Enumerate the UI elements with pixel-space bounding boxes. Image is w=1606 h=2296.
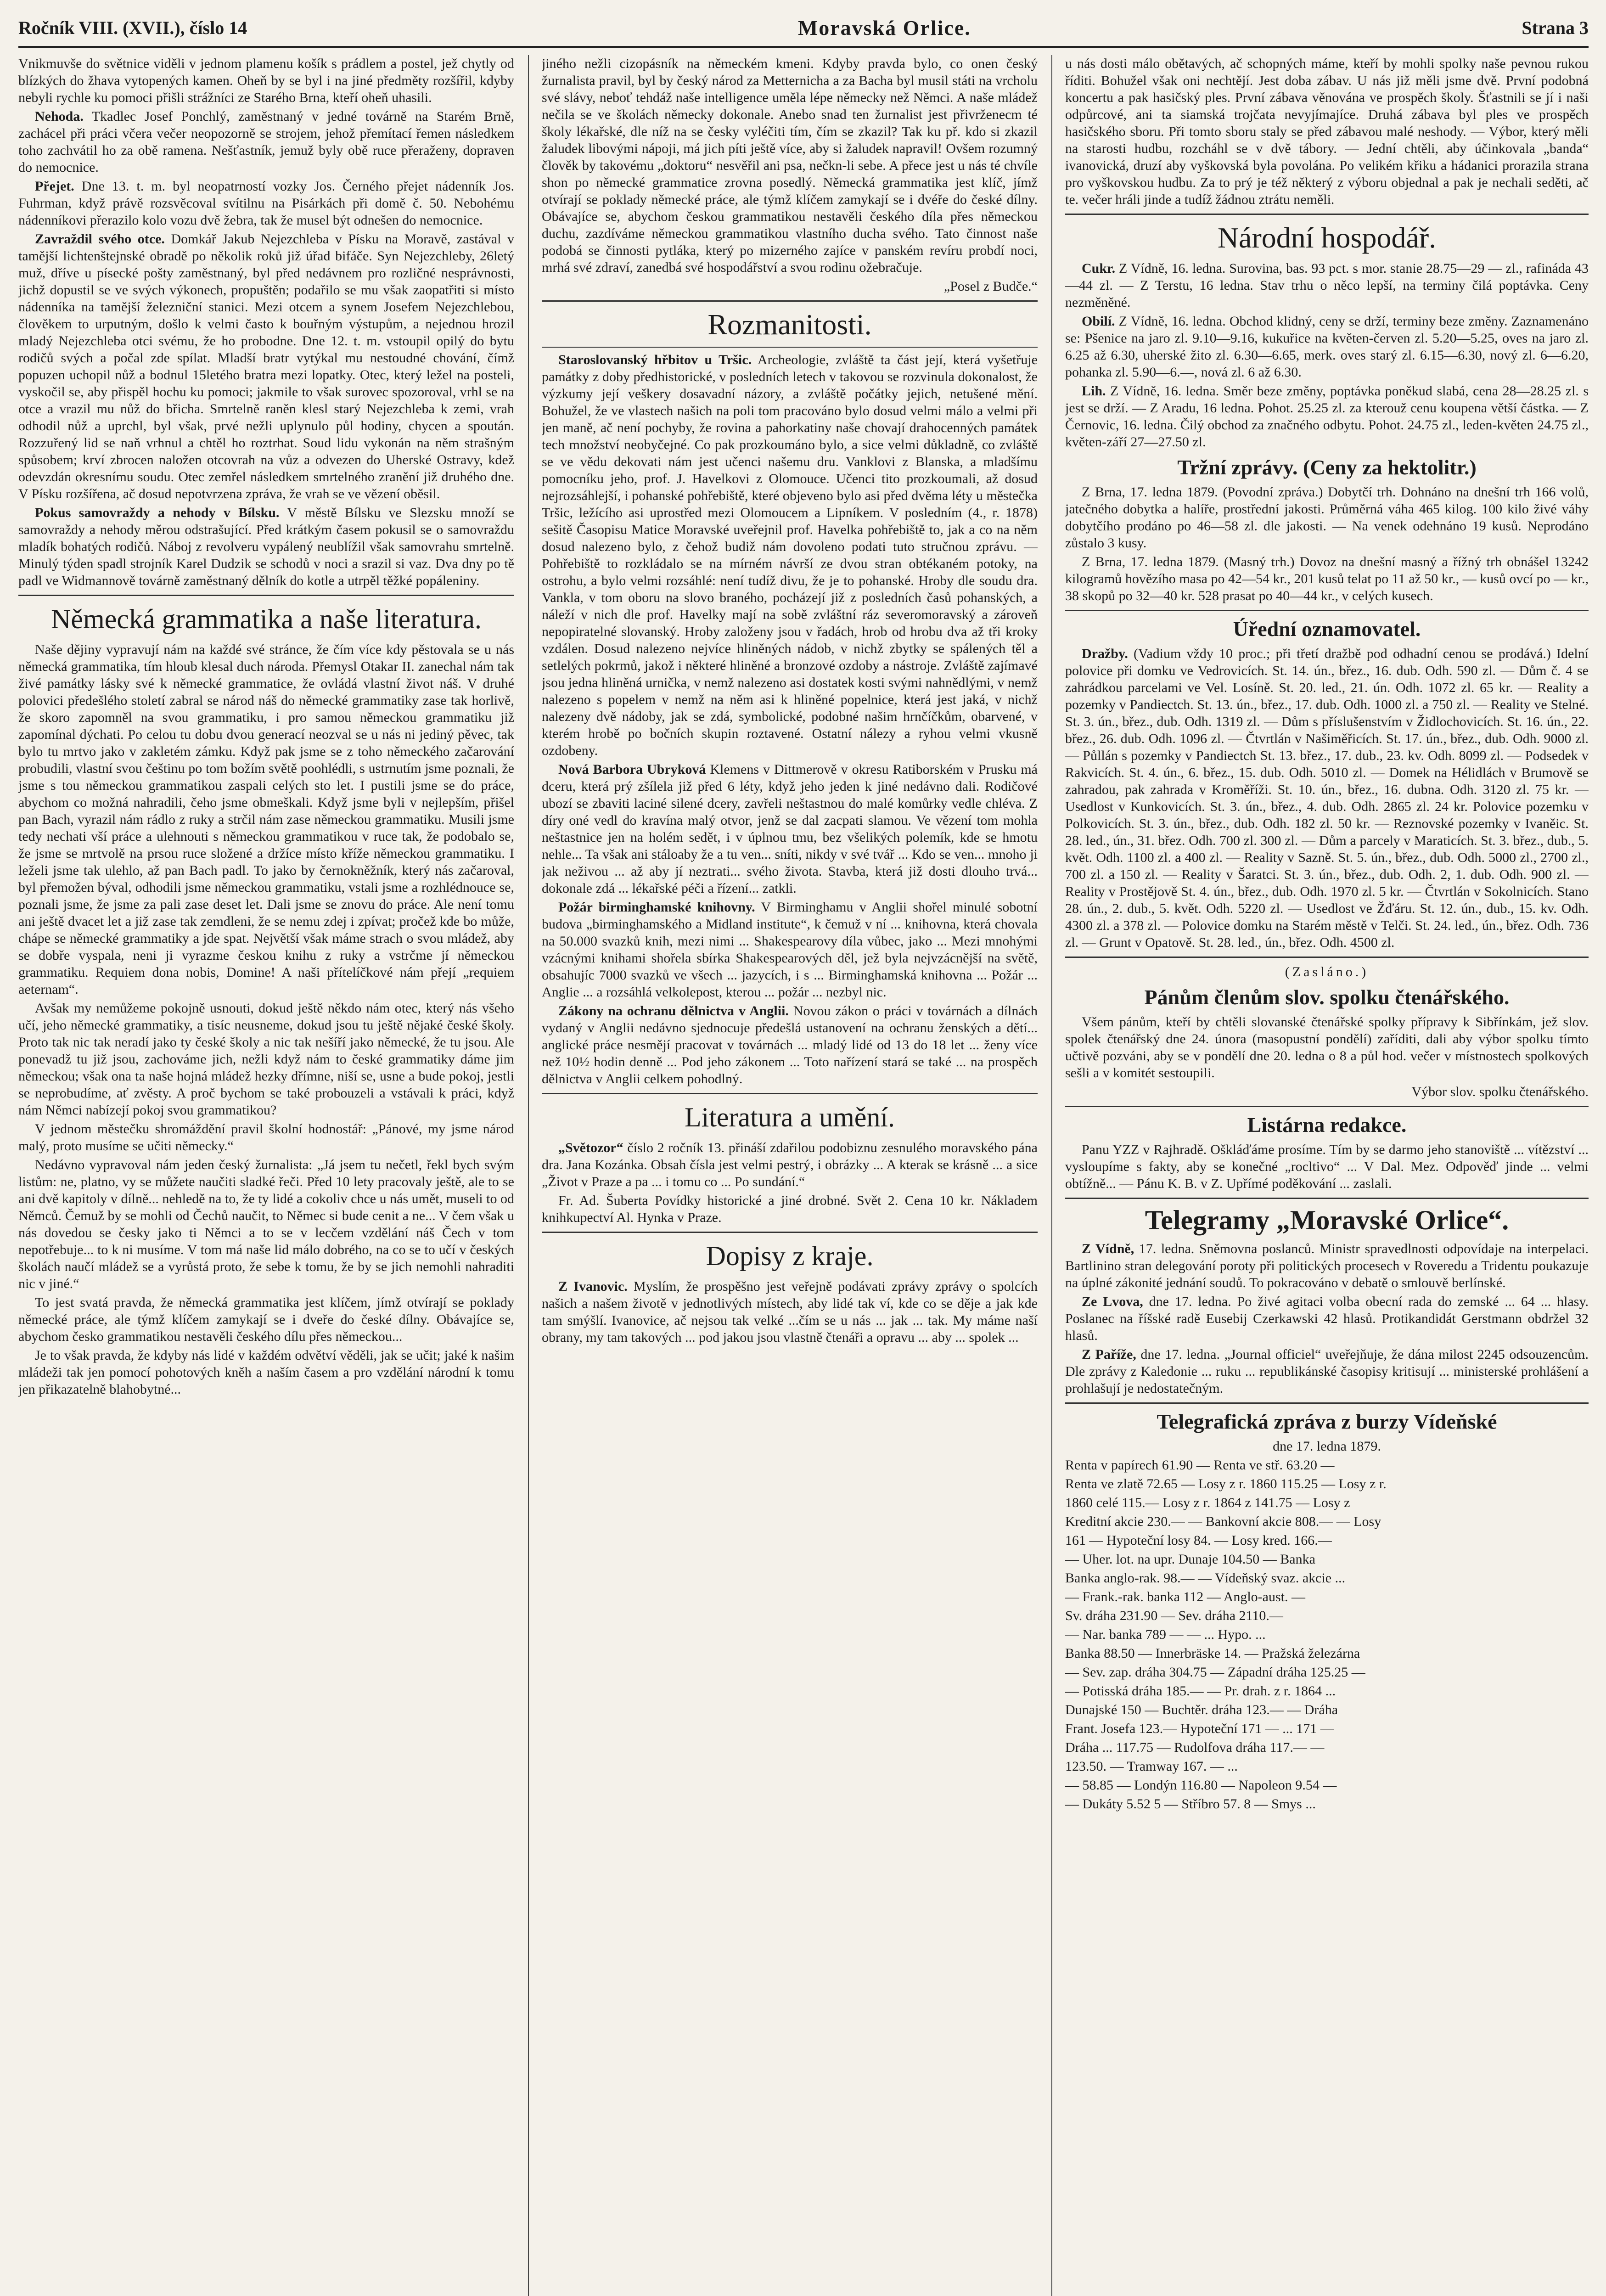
section-title-rozmanitosti: Rozmanitosti. <box>708 308 872 341</box>
article-text: Myslím, že prospěšno jest veřejně podávati zprávy zprávy o spolcích našich a našem životě v jednotlivých místech, aby lidé tak ví, kde co se děje a jak kde tam smýšlí. Ivanovice, ač nejsou tak velké ...čím se u nás ... jak ... tak. My máme naší obrany, my tam takových ... pod jakou jsou vlastně čtenáři a opravu ... aby ... spolek ... <box>542 1279 1038 1345</box>
article-lead: Lih. <box>1082 383 1106 399</box>
market-obili <box>1065 313 1589 381</box>
article-zavrazdil <box>18 231 514 502</box>
section-divider <box>1065 1402 1589 1404</box>
burza-line: — Frank.-rak. banka 112 — Anglo-aust. — <box>1065 1589 1305 1604</box>
newspaper-page <box>18 9 1589 2296</box>
article-prejet <box>18 178 514 229</box>
grammatika-paragraph: To jest svatá pravda, že německá grammatika jest klíčem, jímž otvírají se poklady německé práce, ale týmž klíčem zamykají se i dveře do české dílny. Obávajíce se, abychom česko grammatikou nestavěli českého dílu přes německou... <box>18 1295 514 1344</box>
burza-line: Sv. dráha 231.90 — Sev. dráha 2110.— <box>1065 1608 1283 1623</box>
burza-line: Kreditní akcie 230.— — Bankovní akcie 808.— — Losy <box>1065 1514 1381 1529</box>
grammatika-paragraph: Naše dějiny vypravují nám na každé své stránce, že čím více kdy pěstovala se u nás německá grammatika, tím hloub klesal duch národa. Přemysl Otakar II. zanechal nám tak živé památky lásky své k německé grammatice, že ovládá vlastní život náš. V druhé polovici předešlého století zabral se národ náš do německé grammatiky zase tak horlivě, že skoro zapomněl na svou grammatiku, i pro samou německou grammatiku již zapomínal dýchati. Po celou tu dobu dvou generací neozval se u nás ni jediný pěvec, tak bylo tu mrtvo jako v zakletém zámku. Když pak jsme se z toho německého začarování probudili, vlastní svou češtinu po tom božím světě poohlédli, s ustrnutím jsme poznali, že jsme s tou německou grammatikou zaspali celých sto let. I pustili jsme se do práce, abychom co možná nahradili, čeho jsme obmeškali. Když jsme byli v nejlepším, přišel pan Bach, vyrazil nám rádlo z ruky a strčil nám zase německou grammatiku. Musili jsme tedy nechati vší práce a ulehnouti s německou grammatikou v ruce tak, že podobalo se, že jsme se mrtvolě na prsou ruce složené a držíce místo kříže německou grammatiku. I leželi jsme tak ulehlo, až pan Bach padl. To jako by černokněžník, který nás začaroval, byl přemožen býval, odhodili jsme německou grammatiku, vstali jsme a rozhlédnouce se, poznali jsme, že jsme za pali zase deset let. Dali jsme se znovu do práce. Ale není tomu ani ještě dvacet let a již zase tak zemdleni, že se nemu zdej i zpívat; pročež kde bo může, chápe se německé grammatiky a jde spat. Největší však máme strach o svou mládež, aby se dobře vyspala, neni ji vyrazme českou knihu z ruky a vstrčme jí německou grammatiku. Requiem dona nobis, Domine! A naši přítelíčkové nám přejí „requiem aeternam“. <box>18 642 514 997</box>
section-title-literatura: Literatura a umění. <box>684 1102 895 1132</box>
article-text: Z Vídně, 16. ledna. Surovina, bas. 93 pct. s mor. stanie 28.75—29 — zl., rafináda 43—44 zl. — Z Terstu, 16 ledna. Stav trhu o něco lepší, na terminy čilá poptávka. Ceny nezměněné. <box>1065 261 1589 310</box>
article-zakony <box>542 1002 1038 1087</box>
article-subert: Fr. Ad. Šuberta Povídky historické a jiné drobné. Svět 2. Cena 10 kr. Nákladem knihkupectví Al. Hynka v Praze. <box>542 1193 1038 1225</box>
section-title-narodni-hospodar: Národní hospodář. <box>1217 221 1437 254</box>
page-number: Strana 3 <box>1522 17 1589 38</box>
article-text: číslo 2 ročník 13. přináší zdařilou podobiznu zesnulého moravského pána dra. Jana Kozánka. Obsah čísla jest velmi pestrý, i obrázky ... A kterak se krásně ... a sice „Život v Praze a pa ... i tomu co ... Po sundání.“ <box>542 1140 1038 1189</box>
article-ivanovice <box>542 1278 1038 1346</box>
column-3 <box>1065 55 1589 2296</box>
burza-line: — Potisská dráha 185.— — Pr. drah. z r. 1864 ... <box>1065 1683 1336 1699</box>
burza-line: Banka 88.50 — Innerbräske 14. — Pražská železárna <box>1065 1646 1360 1661</box>
article-text: V Birminghamu v Anglii shořel minulé sobotní budova „birminghamského a Midland institute“, k čemuž v ní ... knihovna, která chovala na 50.000 svazků knih, mezi nimi ... Shakespearovy díla vůbec, jako ... Mezi mnohými vzácnými knihami shořela sbírka Shakespearových děl, jež byla nejvzácnější na světě, obsahujíc 7000 svazků ve všech ... jazycích, i s ... Birminghamská knihovna ... Požár ... Anglie ... a rozsáhlá velkolepost, kterou ... požár ... nezbyl nic. <box>542 900 1038 1000</box>
burza-line: Dráha ... 117.75 — Rudolfova dráha 117.— — <box>1065 1740 1325 1755</box>
burza-line: 161 — Hypoteční losy 84. — Losy kred. 166.— <box>1065 1533 1332 1548</box>
burza-line: Renta v papírech 61.90 — Renta ve stř. 63.20 — <box>1065 1458 1335 1473</box>
telegram-paris <box>1065 1346 1589 1397</box>
burza-line: Frant. Josefa 123.— Hypoteční 171 — ... 171 — <box>1065 1721 1334 1736</box>
section-divider <box>542 1232 1038 1233</box>
burza-line: 1860 celé 115.— Losy z r. 1864 z 141.75 — Losy z <box>1065 1495 1350 1510</box>
issue-info: Ročník VIII. (XVII.), číslo 14 <box>18 17 247 38</box>
article-hrbitov <box>542 351 1038 759</box>
article-bilsko <box>18 504 514 589</box>
grammatika-paragraph: Avšak my nemůžeme pokojně usnouti, dokud ještě někdo nám otec, který nás všeho učí, jeho německé grammatiky, a tisíc neusneme, dokud jsou tu ještě nějaké české školy. Proto tak nic tak neradí jako ty české školy a nic tak nešíří jako německé, že tu jsou. Ale ponevadž tu již jsou, zachováme jich, nežli když nám to české grammatiky dáme jim německou; však ona ta naše hojná mládež hezky dřímne, niší se, usne a bude pokoj, jestli se neprobudíme, ať zvěsty. A proč bychom se také probouzeli a vstávali k práci, když nám Němci nabízejí pokoj svou grammatikou? <box>18 1001 514 1118</box>
article-lead: Z Paříže, <box>1082 1347 1136 1362</box>
grammatika-continued: jiného nežli cizopásník na německém kmeni. Kdyby pravda bylo, co onen český žurnalista pravil, byl by český národ za Metternicha a za Bacha byl musil státi na vrcholu své slávy, neboť tehdáž naše intelligence uměla lépe německy než Němci. A naše mládež nečila se ve školách německy dokonale. Anebo snad ten žurnalist jest přivrženecm té školy lékařské, dle níž na se česky vyléčiti tím, čím se zkazil? Tak ku př. kdo si zkazil žaludek libovými nápoji, má jich píti ještě více, aby si žaludek napravil! Ovšem rozumný člověk by takovému „doktoru“ nesvěřil ani psa, nečkn-li sebe. A přece jest u nás té chvíle shon po německé grammatice zrovna posedlý. Německá grammatika jest klíč, jímž otvírají se poklady německé práce, ale týmž klíčem zamykají se i dvéře do české dílny. Obávajíce se, abychom českou grammatikou nestavěli českého díla přes německou duchu, zazdíváme německou grammatikou vlastního ducha svého. Tato činnost naše podobá se činnosti pytláka, který po mizerného zajíce v panském revíru probdí noci, mrhá své zdraví, zanedbá své hospodářství a svou rodinu ožebračuje. <box>542 56 1038 275</box>
article-text: Klemens v Dittmerově v okresu Ratiborském v Prusku má dceru, která prý zšílela již před 6 léty, když jeho jeden k jiné nedávno dali. Rodičové ubozí se zbaviti laciné silené dcery, zavřeli neštastnou do malé komůrky vedle chléva. Z díry oné vedl do kravína malý otvor, jenž se dal zacpati slamou. Ve vězení tom mohla neštastnice jen na holém sedět, i v úplnou tmu, bez všelikých polemík, kde se hmotu nehle... Ta však ani stáloaby že a tu ven... sníti, nikdy v své tvář ... Kdo se ven... mnoho ji jak neživou ... až aby jí neztrati... svého života. Stavba, která již dosti dlouho trvá... dokonale zdá ... lékařské péči a řízení... zatkli. <box>542 762 1038 896</box>
article-lead: Nehoda. <box>35 109 84 124</box>
article-lead: Obilí. <box>1082 314 1115 329</box>
article-lead: Ze Lvova, <box>1082 1294 1143 1309</box>
section-divider <box>1065 1198 1589 1199</box>
burza-line: — Sev. zap. dráha 304.75 — Západní dráha 125.25 — <box>1065 1665 1365 1680</box>
article-text: Z Vídně, 16. ledna. Obchod klidný, ceny se drží, terminy beze změny. Zaznamenáno se: Pšenice na jaro zl. 9.10—9.16, kukuřice na květen-červen zl. 5.20—5.25, oves na jaro zl. 6.25 až 6.30, uherské žito zl. 6.30—6.65, merk. oves starý zl. 6.15—6.30, nový zl. 6—6.20, pohanka zl. 5.90—6.—, nová zl. 6 až 6.30. <box>1065 314 1589 380</box>
article-lead: Z Vídně, <box>1082 1241 1134 1256</box>
article-lead: Zavraždil svého otce. <box>35 231 165 247</box>
article-lead: Cukr. <box>1082 261 1116 276</box>
section-divider <box>1065 957 1589 958</box>
column-rule-2 <box>1051 55 1052 2296</box>
section-divider <box>542 300 1038 302</box>
article-text: Tkadlec Josef Ponchlý, zaměstnaný v jedné továrně na Starém Brně, zachácel při práci včera večer neopozorně se strojem, jehož přemítací řemen následkem toho zachvátil ho za obě ramena. Nešťastník, jemuž byly obě ruce přeraženy, dopraven do nemocnice. <box>18 109 514 175</box>
article-lead: Z Ivanovic. <box>558 1279 628 1294</box>
masthead-title: Moravská Orlice. <box>797 16 971 39</box>
article-svetozor <box>542 1139 1038 1190</box>
telegram-vienna <box>1065 1240 1589 1291</box>
grammatika-paragraph: Nedávno vypravoval nám jeden český žurnalista: „Já jsem tu nečetl, řekl bych svým listům: ne, platno, vy se můžete naučiti sladké řeči. Před 10 lety pracovaly ještě, ale to se ani dvě kapitoly v dílně... nehledě na to, že ty lidé a cokoliv chce u nás umět, museli to od Němců. Čemuž by se mohli od Čechů naučit, to Němec si bude cenit a ne... V čem však u nás dovedou se česky jako ti Němci a to se v lecčem vzdělání náš Čech v tom nepotřebuje... to k ni musíme. V tom má naše lid málo dobrého, na co se to učí v českých školách naučí mládež se a vyrůstá proto, že sebe k tomu, že by se jich nemohli nahraditi nic v jiné.“ <box>18 1157 514 1291</box>
article-signature: „Posel z Budče.“ <box>943 279 1038 294</box>
zaslano-label: (Zasláno.) <box>1285 964 1369 979</box>
market-brno-dobytek: Z Brna, 17. ledna 1879. (Povodní zpráva.) Dobytčí trh. Dohnáno na dnešní trh 166 volů, jatečného dobytka a halíře, prostřední jakosti. Průměrná váha 465 kilog. 100 kilo živé váhy dobytčího prodáno po 46—58 zl. dle jakosti. — Na venek odehnáno 19 kusů. Neprodáno zůstalo 3 kusy. <box>1065 484 1589 551</box>
section-title-dopisy: Dopisy z kraje. <box>706 1241 874 1271</box>
zaslano-title: Pánům členům slov. spolku čtenářského. <box>1144 985 1510 1009</box>
column-1 <box>18 55 514 2296</box>
burza-listing <box>1065 1457 1589 1812</box>
article-text: 17. ledna. Sněmovna poslanců. Ministr spravedlnosti odpovídaje na interpelaci. Bartlinino stran delegování poroty při politických procesech v Roveredu a Tridentu poukazuje na úplné zákonité jednání soudů. To pokracováno v debatě o smlouvě berlínské. <box>1065 1241 1589 1290</box>
section-divider <box>542 1093 1038 1094</box>
market-lih <box>1065 383 1589 450</box>
article-lead: Staroslovanský hřbitov u Tršic. <box>558 352 752 367</box>
article-lead: Pokus samovraždy a nehody v Bílsku. <box>35 505 280 520</box>
ivanovice-continued: u nás dosti málo obětavých, ač schopných máme, kteří by mohli spolky naše pevnou rukou říditi. Bohužel však oni nechtějí. Jest doba zábav. U nás již měli jsme dvě. První podobná koncertu a pak hasičský ples. První zábava věnována ve prospěch školy. Šťastnili se jí i naši odpůrcové, ani ta siamská trojčata nevyjímajíce. Druhá zábava byl ples ve prospěch hasičského sboru. Při tomto sboru staly se před zábavou malé neshody. — Výbor, který měli na starosti hudbu, rozcháhl se v dvě tábory. — Jední chtěli, aby účinkovala „banda“ ivanovická, druzí aby vyškovská byla povolána. Po velikém křiku a hádanici prorazila strana pro vyškovskou hudbu. Za to prý je též některý z výboru objednal a pak je nechali seděti, ač te. večer hráli jinde a tudíž žádnou ztrátu neměli. <box>1065 56 1589 207</box>
section-divider <box>1065 1106 1589 1107</box>
burza-line: 123.50. — Tramway 167. — ... <box>1065 1759 1238 1774</box>
section-title-burza: Telegrafická zpráva z burzy Vídeňské <box>1157 1410 1497 1433</box>
burza-line: Banka anglo-rak. 98.— — Vídeňský svaz. akcie ... <box>1065 1570 1346 1586</box>
section-title-telegramy: Telegramy „Moravské Orlice“. <box>1145 1205 1509 1235</box>
article-lead: Nová Barbora Ubryková <box>558 762 706 777</box>
column-rule-1 <box>528 55 529 2296</box>
zaslano-text: Všem pánům, kteří by chtěli slovanské čtenářské spolky přípravy k Sibřínkám, jež slov. spolek čtenářský dne 24. února (masopustní pondělí) zaříditi, dali aby výbor spolku tímto učtivě pozváni, aby se v pondělí dne 20. ledna o 8 a půl hod. večer v místnostech spolkových sešli a v komitét sestoupili. <box>1065 1014 1589 1080</box>
article-ubrykova <box>542 761 1038 897</box>
article-text: (Vadium vždy 10 proc.; při třetí dražbě pod odhadní cenou se prodává.) Idelní polovice při domku ve Vedrovicích. St. 14. ún., břez., 16. dub. Odh. 590 zl. — Dům č. 4 se zahrádkou parcelami ve Vel. Losíně. St. 20. led., 21. ún. Odh. 1072 zl. 65 kr. — Reality a pozemky v Pandiectch. St. 13. ún., břez., 17. dub. Odh. 1000 zl. a 750 zl. — Reality ve Stelné. St. 3. ún., břez., dub. Odh. 1319 zl. — Dům s příslušenstvím v Židlochovicích. St. 16. ún., 22. břez., 26. dub. Odh. 1096 zl. — Čtvrtlán v Našiměřicích. St. 17. ún., břez., dub. Odh. 9000 zl. — Půllán s pozemky v Pandiectch St. 13. břez., 17. dub., 23. kv. Odh. 8099 zl. — Podsedek v Rakvicích. St. 4. ún., 6. břez., 15. dub. Odh. 5010 zl. — Domek na Hélidlách v Brumově se zahradou, pak zahrada v Kroměříži. St. 10. ún., břez., 16. dubna. Odh. 3120 zl. 75 kr. — Usedlost v Kunkovicích. St. 3. ún., břez., 4. dub. Odh. 2865 zl. 24 kr. Polovice pozemku v Polkovicích. St. 3. ún., břez., dub. Odh. 182 zl. 50 kr. — Reznovské pozemky v Ivaněic. St. 28. led., ún., 31. břez. Odh. 700 zl. 300 zl. — Dům a parcely v Maraticích. St. 3. břez., dub., 5. květ. Odh. 1100 zl. a 400 zl. — Reality v Sazně. St. 5. ún., břez., dub. Odh. 5000 zl., 2700 zl., 700 zl. a 150 zl. — Reality v Šaratci. St. 3. ún., břez., dub. Odh. 2, 1. dub. Odh. 900 zl. — Reality v Prostějově St. 4. ún., břez., dub. Odh. 1970 zl. 5 kr. — Čtvrtlán v Sokolnicích. Stano 28. ún., 2. dub., 5. květ. Odh. 5220 zl. — Usedlost ve Žďáru. St. 12. ún., dub., 15. kv. Odh. 4300 zl. a 378 zl. — Polovice domku na Starém městě v Telči. St. 24. led., ún., břez. Odh. 736 zl. — Grunt v Opatově. St. 28. led., ún., břez. Odh. 4500 zl. <box>1065 646 1589 950</box>
article-fire-end: Vnikmuvše do světnice viděli v jednom plamenu košík s prádlem a postel, jež chytly od blízkých do žhava vytopených kamen. Oheň by se byl i na jiné předměty rozšířil, kdyby nebyli rychle ku pomoci přišli strážníci ze Starého Brna, kteří oheň uhasili. <box>18 56 514 105</box>
section-title-grammatika: Německá grammatika a naše literatura. <box>51 604 482 634</box>
article-text: Novou zákon o práci v továrnách a dílnách vydaný v Anglii nedávno sjednocuje předešlá ustanovení na ochranu ženských a dětí... anglické práce nesmějí pracovat v továrnách ... mladý lidé od 13 do 18 let ... ženy více než 10½ hodin denně ... Pod jeho zákonem ... Toto nařízení stará se také ... na prospěch dělnictva v Anglii celkem pohodlný. <box>542 1003 1038 1086</box>
market-cukr <box>1065 260 1589 311</box>
market-brno-maso: Z Brna, 17. ledna 1879. (Masný trh.) Dovoz na dnešní masný a řížný trh obnášel 13242 kilogramů hovězího masa po 42—54 kr., 201 kusů telat po 11 až 50 kr., — kusů ovcí po — kr., 38 skopů po 32—40 kr. 528 prasat po 40—44 kr., v celých kusech. <box>1065 554 1589 603</box>
article-text: dne 17. ledna. Po živé agitaci volba obecní rada do zemské ... 64 ... hlasy. Poslanec na říšské radě Eusebij Czerkawski 42 hlasů. Protikandidát Gerstmann obdržel 32 hlasů. <box>1065 1294 1589 1343</box>
notice-drazby <box>1065 645 1589 951</box>
article-lead: Dražby. <box>1082 646 1128 661</box>
burza-line: — Dukáty 5.52 5 — Stříbro 57. 8 — Smys ... <box>1065 1796 1316 1812</box>
burza-line: Renta ve zlatě 72.65 — Losy z r. 1860 115.25 — Losy z r. <box>1065 1476 1387 1491</box>
article-text: Z Vídně, 16. ledna. Směr beze změny, poptávka poněkud slabá, cena 28—28.25 zl. s jest se drží. — Z Aradu, 16 ledna. Pohot. 25.25 zl. za kterouž cenu koupena větší částka. — Z Černovic, 16. ledna. Čilý obchod za značného odbytu. Pohot. 24.75 zl., leden-květen 24.75 zl., květen-září 27—27.50 zl. <box>1065 383 1589 450</box>
article-text: V městě Bílsku ve Slezsku množí se samovraždy a nehody měrou odstrašující. Před krátkým časem pokusil se o samovraždu mladík bohatých rodičů. Náboj z revolveru vypálený neublížil však samovrahu smrtelně. Minulý týden spadl strojník Karel Dudzik se schodů v noci a srazil si vaz. Dva dny po tě padl ve Widmannově továrně zaměstnaný dělník do kotle a utrpěl těžké popáleniny. <box>18 505 514 588</box>
running-header <box>18 9 1589 48</box>
subsection-trzni-zpravy: Tržní zprávy. (Ceny za hektolitr.) <box>1177 456 1477 479</box>
article-lead: Přejet. <box>35 179 74 194</box>
column-2 <box>542 55 1038 2296</box>
section-divider <box>18 595 514 596</box>
listarna-text: Panu YZZ v Rajhradě. Oškláďáme prosíme. Tím by se darmo jeho stanoviště ... vítězství ... vysloupíme s fakty, aby se konečné „rocltivo“ ... V Dal. Mez. Odpověď jinde ... velmi obtížně... — Pánu K. B. v Z. Upřímé poděkování ... zaslali. <box>1065 1142 1589 1191</box>
section-title-uredni-oznamovatel: Úřední oznamovatel. <box>1233 617 1421 641</box>
article-text: dne 17. ledna. „Journal officiel“ uveřejňuje, že dána milost 2245 odsouzencům. Dle zprávy z Kaledonie ... ruku ... republikánské časopisy kritisují ... ministerské prohlášení a prohlašují je nedostatečným. <box>1065 1347 1589 1396</box>
article-text: Dne 13. t. m. byl neopatrností vozky Jos. Černého přejet nádenník Jos. Fuhrman, když právě rozsvěcoval svítilnu na Pisárkách při domě č. 50. Nebohému nádenníkovi přerazilo kolo vozu dvě žebra, tak že musel být odnešen do nemocnice. <box>18 179 514 228</box>
article-pozar <box>542 899 1038 1001</box>
article-nehoda <box>18 108 514 176</box>
section-divider <box>542 347 1038 348</box>
burza-date: dne 17. ledna 1879. <box>1273 1439 1381 1454</box>
article-lead: Zákony na ochranu dělnictva v Anglii. <box>558 1003 789 1019</box>
grammatika-paragraph: V jednom městečku shromáždění pravil školní hodnostář: „Pánové, my jsme národ malý, proto musíme se učiti německy.“ <box>18 1121 514 1154</box>
grammatika-paragraph: Je to však pravda, že kdyby nás lidé v každém odvětví věděli, jak se učit; jaké k našim mládeži tak jen pomocí pohotových kněh a naším časem a pro vzdělání národní k tomu jen přikazatelně blahobytné... <box>18 1348 514 1397</box>
section-divider <box>1065 610 1589 611</box>
burza-line: Dunajské 150 — Buchtěr. dráha 123.— — Dráha <box>1065 1702 1338 1717</box>
burza-line: — Nar. banka 789 — — ... Hypo. ... <box>1065 1627 1266 1642</box>
telegram-lvov <box>1065 1293 1589 1344</box>
burza-line: — 58.85 — Londýn 116.80 — Napoleon 9.54 — <box>1065 1778 1337 1793</box>
burza-line: — Uher. lot. na upr. Dunaje 104.50 — Banka <box>1065 1552 1315 1567</box>
zaslano-signature: Výbor slov. spolku čtenářského. <box>1411 1084 1589 1099</box>
article-lead: „Světozor“ <box>558 1140 623 1155</box>
section-title-listarna: Listárna redakce. <box>1247 1113 1407 1137</box>
section-divider <box>1065 214 1589 215</box>
article-lead: Požár birminghamské knihovny. <box>558 900 755 915</box>
article-text: Domkář Jakub Nejezchleba v Písku na Moravě, zastával v tamější lichtenštejnské obradě po několik roků již úřad bifáče. Syn Nejezchleby, 26letý muž, dříve u písecké pošty zaměstnaný, byl před nedávnem pro rozličné nesprávnosti, jichž dopustil se ve svých výkonech, propuštěn; podařilo se mu však zaopatřiti si místo nádenníka na tamější železniční stanici. Mezi otcem a synem Josefem Nejezchlebou, člověkem to urputným, došlo k velmi často k bouřným výstupům, a nejednou hrozil mladý Nejezchleba otci svému, že ho probodne. Dne 12. t. m. vstoupil opilý do bytu rodičů svých a počal zde spílat. Mladší bratr vytýkal mu nestoudné chování, čímž popuzen uchopil nůž a bodnul 15letého bratra mezi lopatky. Otec, který ležel na posteli, vyskočil se, aby přispěl hochu ku pomoci; jakmile to však surovec spozoroval, vrhl se na otce a vrazil mu nůž do břicha. Smrtelně raněn klesl starý Nejezchleba k zemi, vrah odhodil nůž a uprchl, byl však, prvé nežli uplynulo půl hodiny, chycen a spoután. Rozzuřený lid se naň vrhnul a chtěl ho roztrhat. Soud lidu vykonán na něm strašným spůsobem; krví zbrocen naložen otcovrah na vůz a odvezen do Uherské Ostravy, kdež odevzdán okresnímu soudu. Otec zemřel následkem smrtelného zranění již druhého dne. V Písku rozšířena, ač dosud nepotvrzena zpráva, že vrah se ve vězení oběsil. <box>18 231 514 501</box>
article-text: Archeologie, zvláště ta část její, která vyšetřuje památky z doby předhistorické, v posledních letech v takovou se rozvinula dokonalost, že výzkumy její veškery dosavadní názory, a zvláště počátky jejich, netušené mění. Bohužel, že ve vlastech našich na poli tom pracováno bylo dosud velmi málo a velmi při jen maně, ač není pochyby, že rovina a pahorkatiny naše chovají drahocenných památek tech množství neobyčejné. Co pak prozkoumáno bylo, a sice velmi důkladně, co zvláště se ve vědu dekovati nám jest učenci našemu dru. Vanklovi z Blanska, a mladšímu pomocníku jeho, prof. J. Havelkovi z Olomouce. Učenci tito prozkoumali, až dosud nejrozsáhlejší, i pohanské pohřebiště, které objeveno bylo asi před dvěma léty u městečka Tršic, ležícího asi uprostřed mezi Olomoucem a Lipníkem. V posledním (4., r. 1878) sešitě Časopisu Matice Moravské uveřejnil prof. Havelka pohřebiště to, jak a co na něm dosud nalezeno bylo, z čehož budiž nám dovoleno podati tuto stručnou zprávu. — Pohřebiště to rozkládalo se na mírném návrší ze dvou stran obtékaném potoky, na ostrohu, a bylo velmi rozsáhlé: není tudíž divu, že je to pohanské. Hroby dle soudu dra. Vankla, v tom oboru na slovo braného, pocházejí již z posledních časů pohanských, a náleží v nich dle prof. Havelky mají na sobě zvláštní ráz severomoravský a zároveň nepopiratelné slovanský. Hroby založeny jsou v řadách, hrob od hrobu dva až tři kroky vzdálen. Dosud nalezeno nejvíce hliněných nádob, v nichž zbytky se spálených těl a setlelých pokrmů, jakož i některé hliněné a bronzové ozdoby a nástroje. Zvláště zajímavé jsou jedna hliněná urnička, v nemž nalezeno asi dostatek kosti svými nahnědlými, v nemž nalezeno s popelem v nemž na něm asi k hliněné popelnice, která jest jaká, v nichž nalezeny dvě nádoby, jak se zdá, symbolické, podobné našim hrnčíčkům, obarvené, v kterém hrobě po bočních skupin roztavené. Ostatní nálezy a ryhou velmi vkusně ozdobeny. <box>542 352 1038 758</box>
